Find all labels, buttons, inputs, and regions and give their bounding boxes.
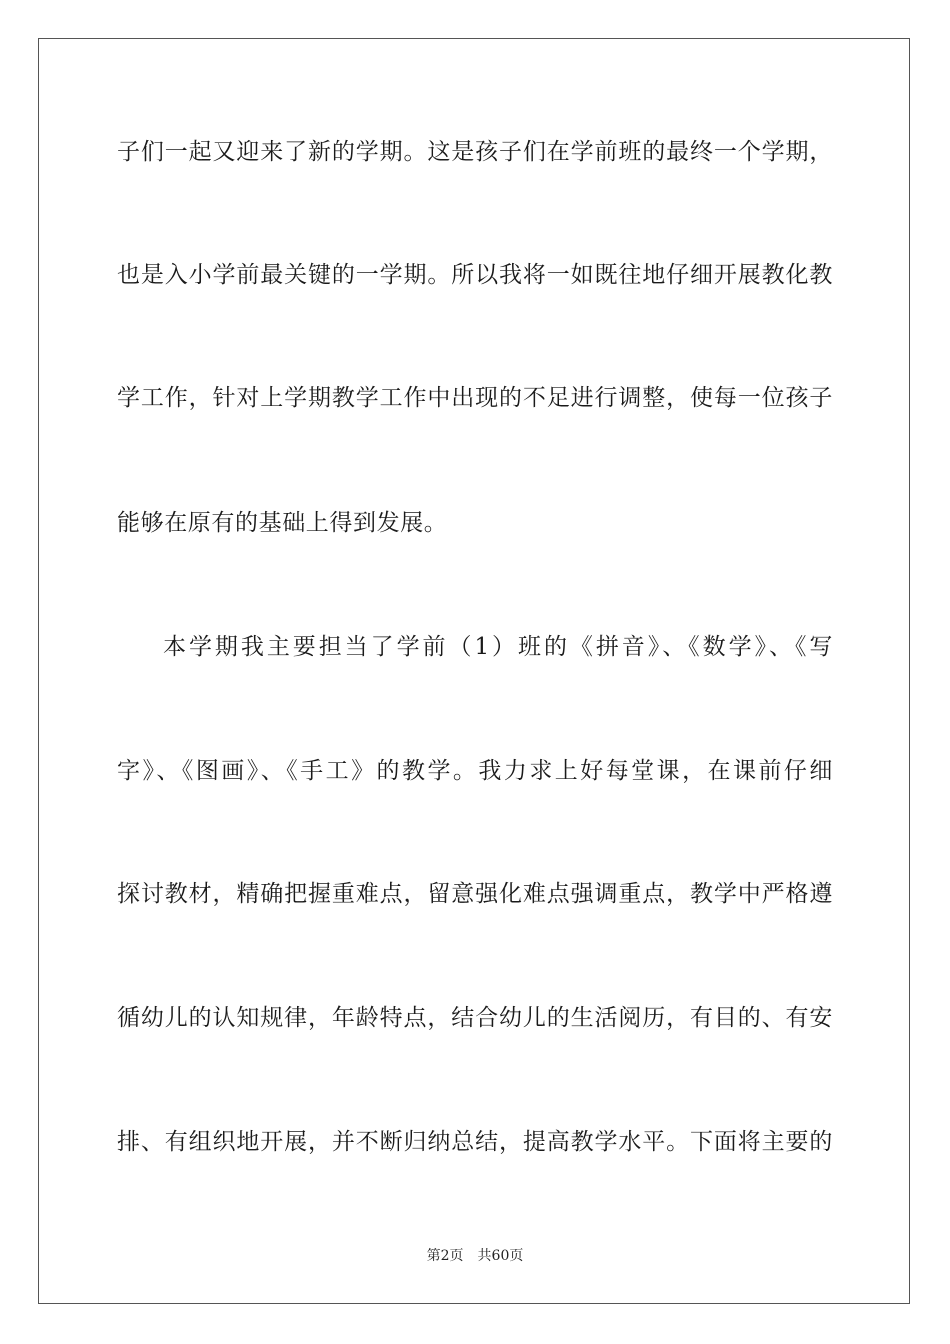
text-line-8: 循幼儿的认知规律，年龄特点，结合幼儿的生活阅历，有目的、有安 xyxy=(117,1005,833,1031)
text-line-6: 字》、《图画》、《手工》的教学。我力求上好每堂课，在课前仔细 xyxy=(117,758,833,784)
page-border xyxy=(38,38,910,1304)
text-line-4: 能够在原有的基础上得到发展。 xyxy=(117,510,448,536)
text-line-3: 学工作，针对上学期教学工作中出现的不足进行调整，使每一位孩子 xyxy=(117,385,833,411)
text-line-2: 也是入小学前最关键的一学期。所以我将一如既往地仔细开展教化教 xyxy=(117,262,833,288)
text-line-5: 本学期我主要担当了学前（1）班的《拼音》、《数学》、《写 xyxy=(163,634,833,660)
page-footer xyxy=(0,1247,950,1265)
text-line-7: 探讨教材，精确把握重难点，留意强化难点强调重点，教学中严格遵 xyxy=(117,881,833,907)
page-total: 共60页 xyxy=(477,1248,524,1264)
text-line-9: 排、有组织地开展，并不断归纳总结，提高教学水平。下面将主要的 xyxy=(117,1129,833,1155)
text-line-1: 子们一起又迎来了新的学期。这是孩子们在学前班的最终一个学期， xyxy=(117,139,833,165)
page-number: 第2页 xyxy=(426,1248,464,1264)
